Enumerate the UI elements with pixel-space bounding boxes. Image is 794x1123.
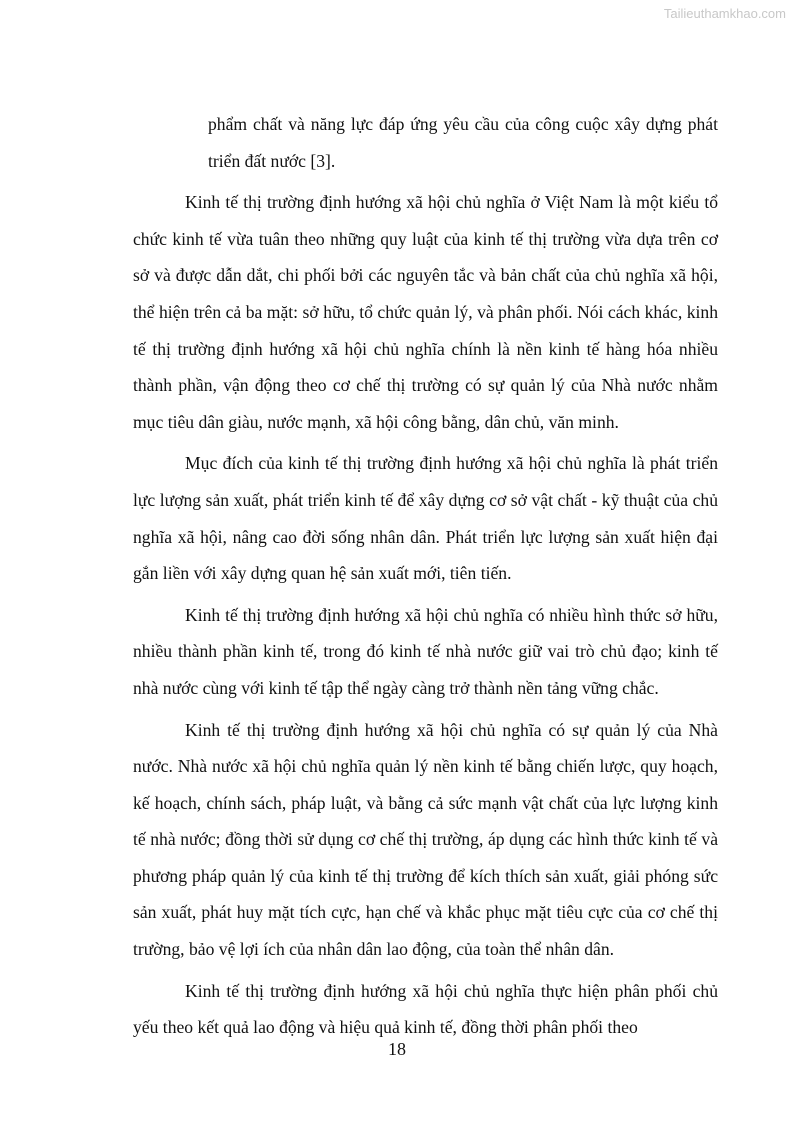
paragraph: Kinh tế thị trường định hướng xã hội chủ nghĩa ở Việt Nam là một kiểu tổ chức kinh tế vừa tuân theo những quy luật của kinh tế thị trường vừa dựa trên cơ sở và được dẫn dắt, chi phối bởi các nguyên tắc và bản chất của chủ nghĩa xã hội, thể hiện trên cả ba mặt: sở hữu, tổ chức quản lý, và phân phối. Nói cách khác, kinh tế thị trường định hướng xã hội chủ nghĩa chính là nền kinh tế hàng hóa nhiều thành phần, vận động theo cơ chế thị trường có sự quản lý của Nhà nước nhằm mục tiêu dân giàu, nước mạnh, xã hội công bằng, dân chủ, văn minh. bbox=[133, 192, 718, 432]
paragraph-continued: phẩm chất và năng lực đáp ứng yêu cầu của công cuộc xây dựng phát triển đất nước [3]. bbox=[208, 114, 718, 171]
page-body bbox=[133, 106, 718, 1051]
paragraph: Kinh tế thị trường định hướng xã hội chủ nghĩa có sự quản lý của Nhà nước. Nhà nước xã hội chủ nghĩa quản lý nền kinh tế bằng chiến lược, quy hoạch, kế hoạch, chính sách, pháp luật, và bằng cả sức mạnh vật chất của lực lượng kinh tế nhà nước; đồng thời sử dụng cơ chế thị trường, áp dụng các hình thức kinh tế và phương pháp quản lý của kinh tế thị trường để kích thích sản xuất, giải phóng sức sản xuất, phát huy mặt tích cực, hạn chế và khắc phục mặt tiêu cực của cơ chế thị trường, bảo vệ lợi ích của nhân dân lao động, của toàn thể nhân dân. bbox=[133, 719, 718, 960]
page-number: 18 bbox=[388, 1039, 406, 1059]
paragraph: Kinh tế thị trường định hướng xã hội chủ nghĩa có nhiều hình thức sở hữu, nhiều thành phần kinh tế, trong đó kinh tế nhà nước giữ vai trò chủ đạo; kinh tế nhà nước cùng với kinh tế tập thể ngày càng trở thành nền tảng vững chắc. bbox=[133, 604, 718, 698]
paragraph: Mục đích của kinh tế thị trường định hướng xã hội chủ nghĩa là phát triển lực lượng sản xuất, phát triển kinh tế để xây dựng cơ sở vật chất - kỹ thuật của chủ nghĩa xã hội, nâng cao đời sống nhân dân. Phát triển lực lượng sản xuất hiện đại gắn liền với xây dựng quan hệ sản xuất mới, tiên tiến. bbox=[133, 453, 718, 584]
paragraph: Kinh tế thị trường định hướng xã hội chủ nghĩa thực hiện phân phối chủ yếu theo kết quả lao động và hiệu quả kinh tế, đồng thời phân phối theo bbox=[133, 980, 718, 1038]
watermark-text: Tailieuthamkhao.com bbox=[663, 6, 786, 21]
